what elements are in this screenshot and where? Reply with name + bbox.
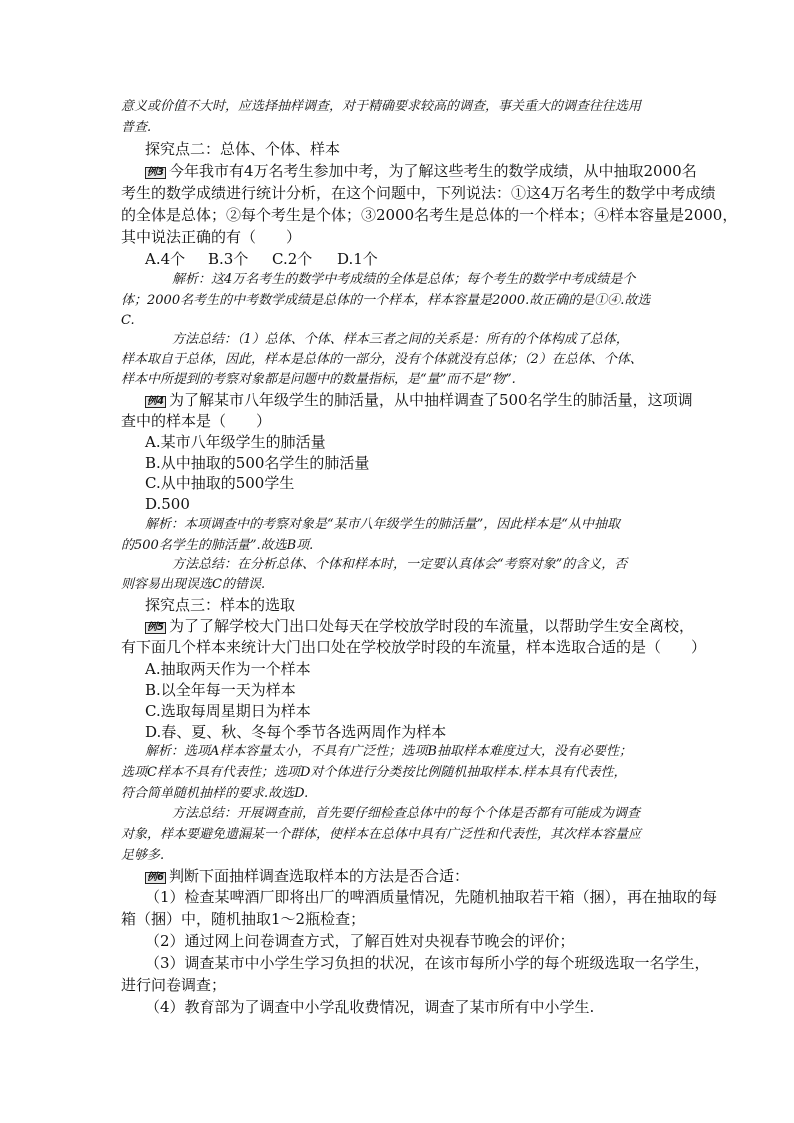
example-5-analysis-2: 选项C样本不具有代表性；选项D对个体进行分类按比例随机抽取样本.样本具有代表性， [121,765,627,780]
option-a: A.4个 [145,250,186,268]
option-c: C.2个 [272,250,313,268]
example-5-analysis-1: 解析：选项A样本容量太小，不具有广泛性；选项B抽取样本难度过大，没有必要性； [145,744,632,759]
example-3-analysis-2: 体；2000名考生的中考数学成绩是总体的一个样本，样本容量是2000.故正确的是①④.故选 [121,293,651,308]
example-6-item-1-line-2: 箱（捆）中，随机抽取1～2瓶检查； [121,910,366,928]
example-4-option-d: D.500 [145,495,190,513]
example-5-summary-1: 方法总结：开展调查前，首先要仔细检查总体中的每个个体是否都有可能成为调查 [172,806,641,821]
example-4-option-c: C.从中抽取的500学生 [145,474,295,492]
example-5-tag: 例5 [147,622,164,633]
section-2-heading: 探究点二：总体、个体、样本 [145,140,341,158]
example-3-summary-1: 方法总结：（1）总体、个体、样本三者之间的关系是：所有的个体构成了总体， [172,332,629,347]
example-4-analysis-1: 解析：本项调查中的考察对象是“某市八年级学生的肺活量”，因此样本是“从中抽取 [145,517,620,532]
example-6-item-3-line-2: 进行问卷调查； [121,976,227,994]
example-4-tag: 例4 [147,396,164,407]
example-5-q1: 为了了解学校大门出口处每天在学校放学时段的车流量，以帮助学生安全离校， [168,617,694,635]
example-6-item-4: （4）教育部为了调查中小学乱收费情况，调查了某市所有中小学生. [145,998,595,1016]
example-4-q1: 为了解某市八年级学生的肺活量，从中抽样调查了500名学生的肺活量，这项调 [168,391,693,409]
example-4-analysis-2: 的500名学生的肺活量”.故选B项. [121,538,314,553]
option-d: D.1个 [337,250,378,268]
intro-line-1: 意义或价值不大时，应选择抽样调查，对于精确要求较高的调查，事关重大的调查往往选用 [121,99,642,114]
example-6-item-1-line-1: （1）检查某啤酒厂即将出厂的啤酒质量情况，先随机抽取若干箱（捆），再在抽取的每 [145,888,718,906]
example-4-option-b: B.从中抽取的500名学生的肺活量 [145,454,370,472]
example-6-q1: 判断下面抽样调查选取样本的方法是否合适： [168,867,469,885]
example-3-analysis-3: C. [121,313,135,328]
example-5-option-d: D.春、夏、秋、冬每个季节各选两周作为样本 [145,723,447,741]
example-3-question-line-4: 其中说法正确的有（ ） [121,228,302,246]
example-3-q1: 今年我市有4万名考生参加中考，为了解这些考生的数学成绩，从中抽取2000名 [168,162,697,180]
example-4-summary-1: 方法总结：在分析总体、个体和样本时，一定要认真体会“考察对象”的含义，否 [172,557,628,572]
example-5-question-line-2: 有下面几个样本来统计大门出口处在学校放学时段的车流量，样本选取合适的是（ ） [121,638,707,656]
example-4-option-a: A.某市八年级学生的肺活量 [145,433,326,451]
example-3-analysis-1: 解析：这4万名考生的数学中考成绩的全体是总体；每个考生的数学中考成绩是个 [172,272,636,287]
example-4-summary-2: 则容易出现误选C的错误. [121,577,266,592]
example-3-question-line-2: 考生的数学成绩进行统计分析，在这个问题中，下列说法：①这4万名考生的数学中考成绩 [121,184,716,202]
example-5-summary-2: 对象，样本要避免遗漏某一个群体，使样本在总体中具有广泛性和代表性，其次样本容量应 [121,827,642,842]
example-5-analysis-3: 符合简单随机抽样的要求.故选D. [121,786,309,801]
example-3-summary-3: 样本中所提到的考察对象都是问题中的数量指标，是“量”而不是“物”. [121,372,516,387]
option-b: B.3个 [208,250,249,268]
example-3-question-line-1 [145,164,697,179]
example-3-summary-2: 样本取自于总体，因此，样本是总体的一部分，没有个体就没有总体；（2）在总体、个体、 [121,352,643,367]
example-3-options [145,252,378,267]
example-3-tag: 例3 [147,167,164,178]
example-6-item-3-line-1: （3）调查某市中小学生学习负担的状况，在该市每所小学的每个班级选取一名学生， [145,954,710,972]
example-5-summary-3: 足够多. [121,848,165,863]
example-6-tag: 例6 [147,872,164,883]
example-6-item-2: （2）通过网上问卷调查方式，了解百姓对央视春节晚会的评价； [145,932,575,950]
example-3-question-line-3: 的全体是总体；②每个考生是个体；③2000名考生是总体的一个样本；④样本容量是2000， [121,206,738,224]
example-6-question [145,869,469,884]
example-5-option-a: A.抽取两天作为一个样本 [145,660,311,678]
example-4-question-line-1 [145,393,693,408]
example-4-question-line-2: 查中的样本是（ ） [121,412,272,430]
example-5-option-c: C.选取每周星期日为样本 [145,702,311,720]
intro-line-2: 普查. [121,120,152,135]
section-3-heading: 探究点三：样本的选取 [145,596,296,614]
example-5-option-b: B.以全年每一天为样本 [145,681,296,699]
example-5-question-line-1 [145,619,694,634]
